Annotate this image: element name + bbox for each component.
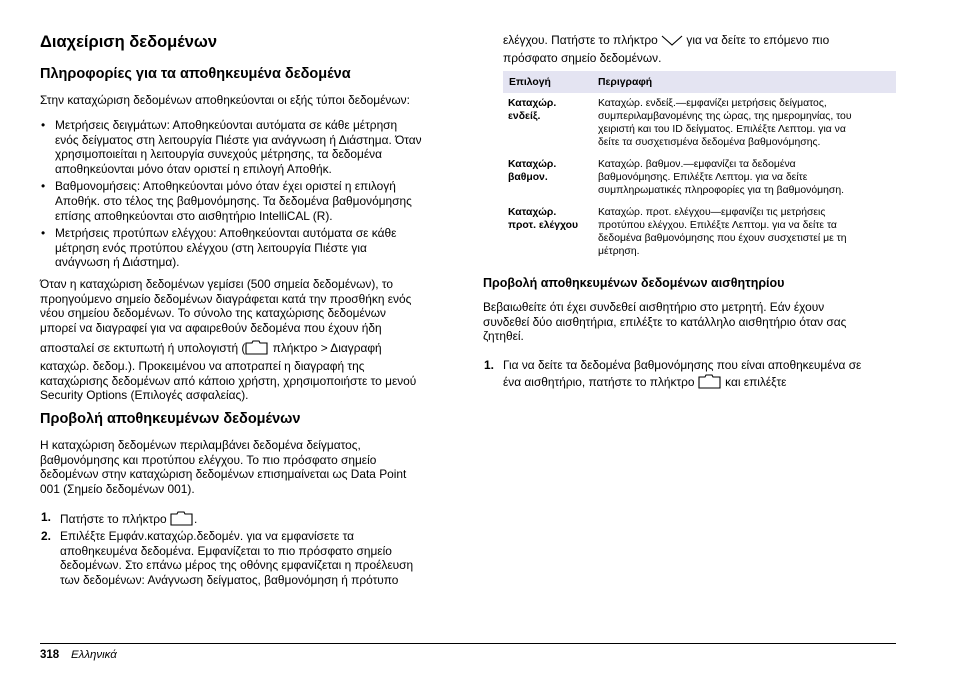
description-cell: Καταχώρ. βαθμον.—εμφανίζει τα δεδομένα βαθμονόμησης. Επιλέξτε Λεπτομ. για να δείτε συμπληρωματικές πληροφορίες για τη βαθμονόμηση. [598,159,844,196]
list-item: • Μετρήσεις προτύπων ελέγχου: Αποθηκεύονται αυτόματα σε κάθε μέτρηση ενός προτύπου ελέγχου (στη λειτουργία Πιέστε για ανάγνωση ή Διάστημα). [41,226,397,270]
table-header-description: Περιγραφή [598,77,653,88]
footer-rule [40,643,896,644]
sensor-step-1: 1. Για να δείτε τα δεδομένα βαθμονόμησης που είναι αποθηκευμένα σε ένα αισθητήριο, πατήστε το πλήκτρο και επιλέξτε [503,358,903,392]
section-heading-view-stored-data: Προβολή αποθηκευμένων δεδομένων [40,411,301,427]
view-data-paragraph: Η καταχώριση δεδομένων περιλαμβάνει δεδομένα δείγματος, βαθμονόμησης και προτύπου ελέγχου. Το πιο πρόσφατο σημείο δεδομένων στην καταχώριση δεδομένων επισημαίνεται ως Data Point 001 (Σημείο δεδομένων 001). [40,438,407,496]
folder-key-icon [170,510,194,530]
table-header [503,71,896,93]
page-number: 318 [40,649,60,661]
sensor-data-paragraph: Βεβαιωθείτε ότι έχει συνδεθεί αισθητήριο στο μετρητή. Εάν έχουν συνδεθεί δύο αισθητήρια, επιλέξτε το κατάλληλο αισθητήριο όταν σας ζητηθεί. [483,300,847,344]
step-2: 2. Επιλέξτε Εμφάν.καταχώρ.δεδομέν. για να εμφανίσετε τα αποθηκευμένα δεδομένα. Εμφανίζεται το πιο πρόσφατο σημείο δεδομένων. Στο επάνω μέρος της οθόνης εμφανίζεται η προέλευση των δεδομένων: Ανάγνωση δείγματος, βαθμονόμηση ή πρότυπο [41,529,414,587]
chevron-down-key-icon [661,35,683,51]
section-heading-stored-data-info: Πληροφορίες για τα αποθηκευμένα δεδομένα [40,66,351,82]
folder-key-icon [245,339,269,359]
step-2-continued: ελέγχου. Πατήστε το πλήκτρο για να δείτε το επόμενο πιο πρόσφατο σημείο δεδομένων. [503,33,830,65]
list-item: • Βαθμονομήσεις: Αποθηκεύονται μόνο όταν έχει οριστεί η επιλογή Αποθήκ. στο τέλος της βαθμονόμησης. Τα δεδομένα βαθμονόμησης επίσης αποθηκεύονται στο αισθητήριο IntelliCAL (R). [41,179,412,223]
description-cell: Καταχώρ. προτ. ελέγχου—εμφανίζει τις μετρήσεις προτύπου ελέγχου. Επιλέξτε Λεπτομ. για να δείτε τα δεδομένα βαθμονόμησης που έχουν συσχετιστεί με τη μέτρηση. [598,207,847,257]
description-cell: Καταχώρ. ενδείξ.—εμφανίζει μετρήσεις δείγματος, συμπεριλαμβανομένης της ώρας, της ημερομηνίας, του χειριστή και του ID δείγματος. Επιλέξτε Λεπτομ. για να δείτε τα συσχετισμένα δεδομένα βαθμονόμησης. [598,98,852,148]
step-1: 1. Πατήστε το πλήκτρο . [60,510,460,530]
folder-key-icon [698,373,722,393]
data-log-full-paragraph: Όταν η καταχώριση δεδομένων γεμίσει (500 σημεία δεδομένων), το προηγούμενο σημείο δεδομένων διαγράφεται κατά την προσθήκη ενός νέου σημείου δεδομένων. Το σύνολο της καταχώρισης δεδομένων μπορεί να διαγραφεί για να αφαιρεθούν δεδομένα που έχουν ήδη αποσταλεί σε εκτυπωτή ή υπολογιστή ( πλήκτρο > Διαγραφή καταχώρ. δεδομ.). Προκειμένου να αποτραπεί η διαγραφή της καταχώρισης δεδομένων από κάποιο χρήστη, χρησιμοποιήστε το μενού Security Options (Επιλογές ασφαλείας). [40,277,417,403]
footer-language: Ελληνικά [71,649,117,661]
intro-text: Στην καταχώριση δεδομένων αποθηκεύονται οι εξής τύποι δεδομένων: [40,93,410,107]
option-cell: Καταχώρ. ενδείξ. [508,98,557,122]
list-item: • Μετρήσεις δειγμάτων: Αποθηκεύονται αυτόματα σε κάθε μέτρηση ενός δείγματος στη λειτουργία Πιέστε για ανάγνωση ή Διάστημα. Όταν χρησιμοποιείται η λειτουργία συνεχούς μέτρησης, τα δεδομένα αποθηκεύονται μόνο όταν οριστεί η επιλογή Αποθήκ. [41,118,422,176]
bullet-list [41,118,455,270]
section-heading-sensor-data: Προβολή αποθηκευμένων δεδομένων αισθητηρίου [483,276,785,290]
table-header-option: Επιλογή [509,77,551,88]
page-title: Διαχείριση δεδομένων [40,33,217,51]
option-cell: Καταχώρ. βαθμον. [508,159,557,183]
option-cell: Καταχώρ. προτ. ελέγχου [508,207,579,231]
